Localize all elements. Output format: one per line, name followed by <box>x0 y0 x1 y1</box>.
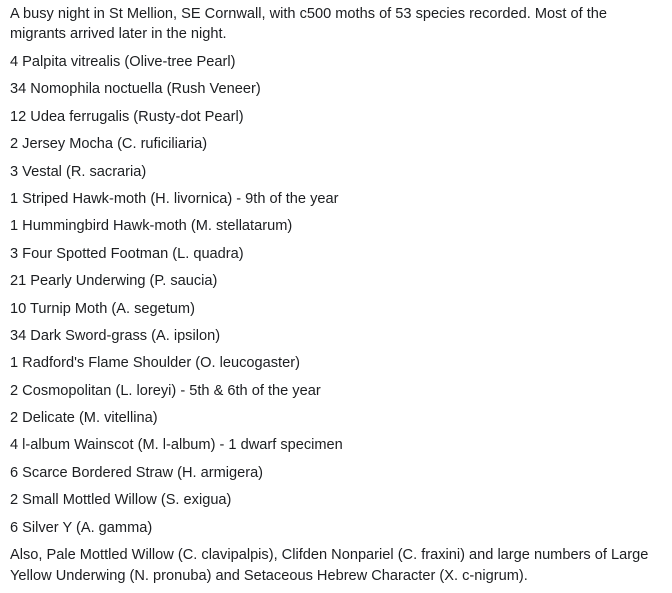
record-item: 2 Jersey Mocha (C. ruficiliaria) <box>10 136 208 153</box>
record-item: 4 l-album Wainscot (M. l-album) - 1 dwarf specimen <box>10 437 343 454</box>
record-item: 2 Delicate (M. vitellina) <box>10 410 158 427</box>
record-item: 1 Radford's Flame Shoulder (O. leucogaster) <box>10 355 300 372</box>
record-item: 2 Cosmopolitan (L. loreyi) - 5th & 6th of the year <box>10 382 321 399</box>
record-item: 34 Nomophila noctuella (Rush Veneer) <box>10 81 261 98</box>
record-item: 3 Four Spotted Footman (L. quadra) <box>10 245 244 262</box>
record-item: 6 Silver Y (A. gamma) <box>10 519 153 536</box>
record-item: 21 Pearly Underwing (P. saucia) <box>10 273 218 290</box>
record-item: 10 Turnip Moth (A. segetum) <box>10 300 195 317</box>
record-item: 1 Hummingbird Hawk-moth (M. stellatarum) <box>10 218 293 235</box>
post-footer: Also, Pale Mottled Willow (C. clavipalpis), Clifden Nonpariel (C. fraxini) and large numbers of Large Yellow Underwing (N. pronuba) and Setaceous Hebrew Character (X. c-nigrum). <box>10 547 649 585</box>
record-item: 3 Vestal (R. sacraria) <box>10 163 147 180</box>
record-item: 2 Small Mottled Willow (S. exigua) <box>10 492 232 509</box>
record-item: 4 Palpita vitrealis (Olive-tree Pearl) <box>10 54 236 70</box>
moth-records-list <box>10 49 666 542</box>
record-item: 12 Udea ferrugalis (Rusty-dot Pearl) <box>10 108 244 125</box>
record-item: 6 Scarce Bordered Straw (H. armigera) <box>10 464 264 481</box>
post-intro: A busy night in St Mellion, SE Cornwall, with c500 moths of 53 species recorded. Most of the migrants arrived later in the night. <box>10 6 608 42</box>
record-item: 1 Striped Hawk-moth (H. livornica) - 9th of the year <box>10 190 339 207</box>
record-item: 34 Dark Sword-grass (A. ipsilon) <box>10 327 221 344</box>
